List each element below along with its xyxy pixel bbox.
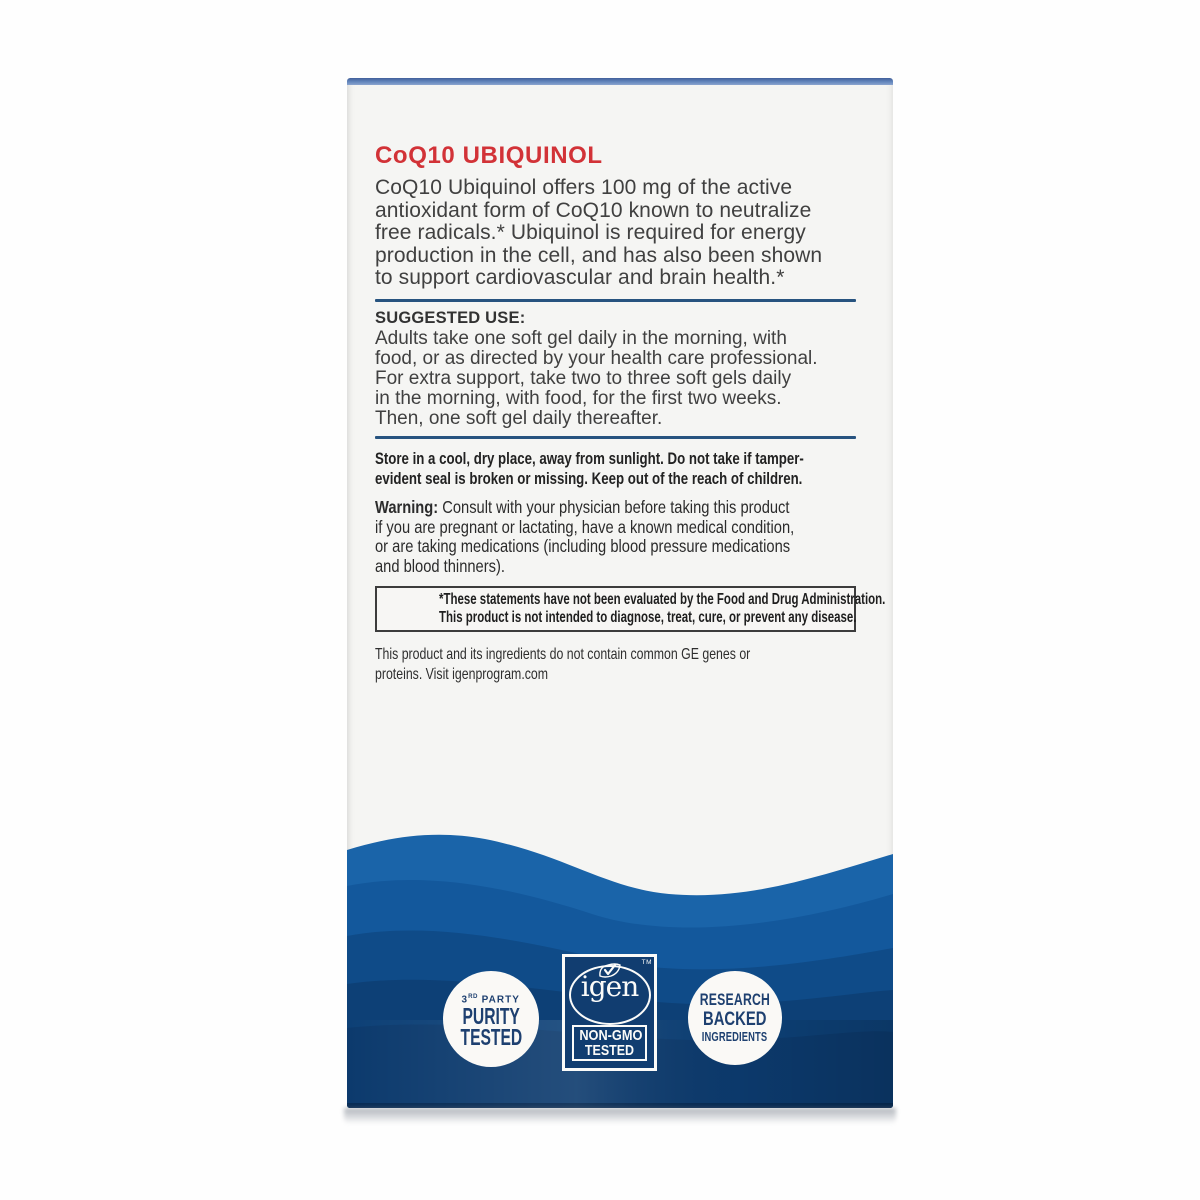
non-gmo-line: NON-GMO	[579, 1027, 643, 1044]
purity-badge-word: PURITY	[462, 1003, 520, 1030]
description-line: free radicals.* Ubiquinol is required for energy	[375, 221, 806, 244]
description-line: to support cardiovascular and brain health.*	[375, 266, 785, 289]
description-line: production in the cell, and has also been shown	[375, 243, 823, 267]
trademark-symbol: TM	[641, 959, 652, 966]
storage-line: Store in a cool, dry place, away from sunlight. Do not take if tamper-	[375, 449, 804, 468]
product-box-back-panel	[347, 78, 893, 1108]
product-title: CoQ10 UBIQUINOL	[375, 142, 603, 169]
divider-rule-bottom	[375, 436, 856, 439]
tested-line: TESTED	[584, 1042, 635, 1059]
ge-statement	[375, 645, 893, 684]
fda-disclaimer-line: *These statements have not been evaluated by the Food and Drug Administration.	[439, 590, 886, 608]
suggested-use-line: in the morning, with food, for the first two weeks.	[375, 388, 782, 409]
research-badge-line: BACKED	[703, 1008, 767, 1030]
warning-line: if you are pregnant or lactating, have a known medical condition,	[375, 516, 795, 537]
suggested-use-body	[375, 329, 875, 429]
description-line: CoQ10 Ubiquinol offers 100 mg of the active	[375, 176, 793, 199]
fda-disclaimer-line: This product is not intended to diagnose, treat, cure, or prevent any disease.	[439, 609, 857, 626]
research-backed-badge	[688, 971, 782, 1065]
storage-line: evident seal is broken or missing. Keep out of the reach of children.	[375, 468, 803, 488]
divider-rule-top	[375, 299, 856, 302]
storage-notice	[375, 449, 893, 488]
product-description	[375, 177, 875, 290]
ge-statement-line: proteins. Visit igenprogram.com	[375, 665, 549, 683]
purity-3: 3	[461, 993, 469, 1006]
suggested-use-heading: SUGGESTED USE:	[375, 309, 526, 327]
warning-line	[375, 498, 812, 518]
research-badge-line: INGREDIENTS	[702, 1029, 768, 1044]
suggested-use-line: Then, one soft gel daily thereafter.	[375, 408, 663, 429]
warning-label: Warning:	[375, 497, 439, 517]
non-gmo-tested-box	[572, 1025, 647, 1061]
suggested-use-line: Adults take one soft gel daily in the morning, with	[375, 328, 787, 349]
suggested-use-line: food, or as directed by your health care professional.	[375, 348, 818, 369]
warning-text: Consult with your physician before taking this product	[438, 497, 790, 517]
research-badge-line: RESEARCH	[699, 990, 771, 1009]
warning-line: and blood thinners).	[375, 555, 505, 576]
warning-notice	[375, 498, 893, 576]
fda-disclaimer-box	[375, 586, 886, 632]
purity-tested-badge	[443, 971, 539, 1067]
purity-rd-superscript: RD	[468, 992, 479, 1000]
leaf-check-icon	[598, 963, 622, 980]
igen-logo-text: igen	[580, 970, 639, 1003]
purity-badge-tested: TESTED	[460, 1024, 522, 1051]
warning-line: or are taking medications (including blood pressure medications	[375, 536, 791, 556]
purity-party: PARTY	[478, 993, 521, 1006]
suggested-use-line: For extra support, take two to three soft gels daily	[375, 368, 792, 389]
igen-non-gmo-badge	[562, 954, 657, 1071]
box-shadow	[344, 1108, 896, 1124]
description-line: antioxidant form of CoQ10 known to neutralize	[375, 198, 812, 222]
ge-statement-line: This product and its ingredients do not contain common GE genes or	[375, 646, 751, 663]
box-top-edge	[347, 78, 893, 85]
